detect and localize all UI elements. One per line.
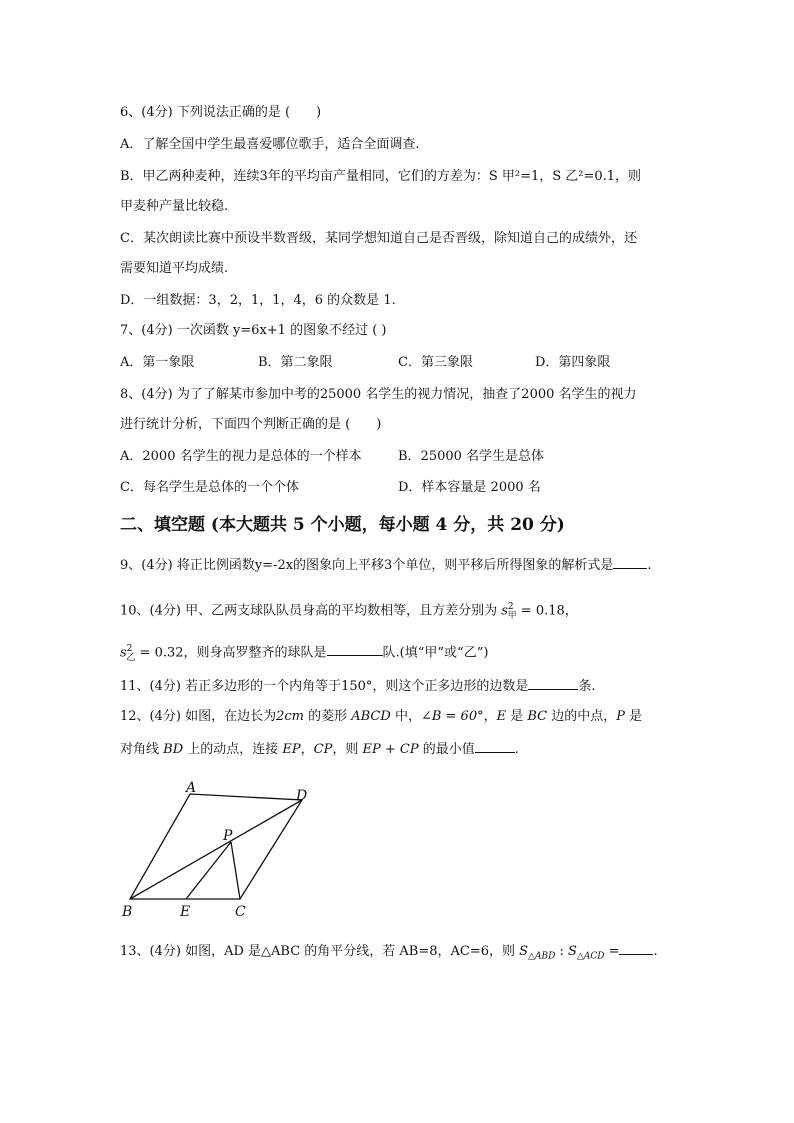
q11-text-2: 条. xyxy=(578,679,596,694)
q12-text: 的菱形 xyxy=(303,709,352,724)
q10-s-jia: s xyxy=(501,603,508,619)
q8-option-a: A．2000 名学生的视力是总体的一个样本 xyxy=(120,449,362,464)
q12-text: . xyxy=(514,742,519,757)
q6-option-d: D．一组数据：3，2，1，1，4，6 的众数是 1. xyxy=(120,293,396,308)
q7-stem: 7、(4分) 一次函数 y=6x+1 的图象不经过 ( ) xyxy=(120,323,387,338)
q12-expression: EP + CP xyxy=(362,742,419,757)
q12-answer-blank[interactable] xyxy=(475,740,515,753)
q12-text: 是 xyxy=(625,709,643,724)
q12-line1 xyxy=(120,708,642,726)
q12-point-e: E xyxy=(496,709,507,724)
q12-text: 是 xyxy=(506,709,528,724)
q9 xyxy=(120,556,651,575)
q12-angle: ∠B = 60° xyxy=(420,709,484,724)
q12-rhombus-name: ABCD xyxy=(351,709,391,724)
q6-option-c-line1: C．某次朗读比赛中预设半数晋级，某同学想知道自己是否晋级，除知道自己的成绩外，还 xyxy=(120,231,637,246)
q6-option-a: A．了解全国中学生最喜爱哪位歌手，适合全面调查. xyxy=(120,137,420,152)
q7-option-b: B．第二象限 xyxy=(258,355,333,370)
q12-segment-cp: CP xyxy=(313,742,333,757)
q10-line1: 10、(4分) 甲、乙两支球队队员身高的平均数相等，且方差分别为 $s^2_甲 = 0.18$， xyxy=(120,602,578,621)
q13-s1: S xyxy=(519,944,529,959)
q8-stem-line1: 8、(4分) 为了了解某市参加中考的25000 名学生的视力情况，抽查了2000 名学生的视力 xyxy=(120,387,637,402)
label-b: B xyxy=(122,904,133,920)
q13-s2: S xyxy=(568,944,577,959)
label-d: D xyxy=(296,788,308,804)
q10-sub-yi: 乙 xyxy=(126,652,136,663)
q13-colon: : xyxy=(555,944,568,959)
label-e: E xyxy=(180,904,191,920)
q6-stem: 6、(4分) 下列说法正确的是 ( ) xyxy=(120,105,322,120)
q7-option-d: D．第四象限 xyxy=(535,355,611,370)
q12-text: 边的中点， xyxy=(547,709,617,724)
q7-option-c: C．第三象限 xyxy=(398,355,473,370)
q10-text-1: 10、(4分) 甲、乙两支球队队员身高的平均数相等，且方差分别为 xyxy=(120,603,498,619)
segment-cp xyxy=(231,842,240,899)
q10-s-yi: s xyxy=(120,645,127,661)
q12-text: 的最小值 xyxy=(418,742,475,757)
rhombus-figure xyxy=(110,778,330,928)
q12-text: ， xyxy=(483,709,497,724)
q10-sub-jia: 甲 xyxy=(507,610,517,621)
label-p: P xyxy=(223,828,233,844)
q13-s2-sub: △ACD xyxy=(576,951,605,962)
q13-text: 13、(4分) 如图，AD 是△ABC 的角平分线，若 AB=8，AC=6，则 xyxy=(120,944,520,959)
q6-option-b-line2: 甲麦种产量比较稳. xyxy=(120,199,229,214)
label-a: A xyxy=(186,780,197,796)
q10-val-jia: = 0.18， xyxy=(516,603,578,619)
q13-eq: = xyxy=(604,944,620,959)
q6-option-b-line1: B．甲乙两种麦种，连续3年的平均亩产量相同，它们的方差为：S 甲²=1，S 乙²=0.1，则 xyxy=(120,169,642,184)
q8-option-c: C．每名学生是总体的一个个体 xyxy=(120,480,299,495)
q10-line2: $s^2_乙 = 0.32$，则身高罗整齐的球队是 队.(填“甲”或“乙”) xyxy=(120,644,489,663)
q12-text: 中， xyxy=(390,709,421,724)
q12-side-bc: BC xyxy=(527,709,548,724)
label-c: C xyxy=(235,904,246,920)
q13 xyxy=(120,942,658,966)
segment-ep xyxy=(186,842,231,899)
rhombus-abcd xyxy=(130,794,302,899)
q9-text: 9、(4分) 将正比例函数y=-2x的图象向上平移3个单位，则平移后所得图象的解析式是 xyxy=(120,558,614,573)
q12-text: 上的动点，连接 xyxy=(183,742,283,757)
q8-stem-line2: 进行统计分析，下面四个判断正确的是 ( ) xyxy=(120,417,382,432)
q11 xyxy=(120,677,596,696)
q13-end: . xyxy=(653,944,658,959)
q8-option-b: B．25000 名学生是总体 xyxy=(398,449,545,464)
q12-diagonal-bd: BD xyxy=(163,742,184,757)
q12-text: ，则 xyxy=(332,742,363,757)
q12-point-p: P xyxy=(616,709,626,724)
q12-text: ， xyxy=(300,742,314,757)
q12-line2 xyxy=(120,740,519,759)
q9-end: . xyxy=(647,558,652,573)
q12-text: 对角线 xyxy=(120,742,164,757)
q10-text-3: 队.(填“甲”或“乙”) xyxy=(382,645,489,661)
section-heading-fill-blank: 二、填空题 (本大题共 5 个小题，每小题 4 分，共 20 分) xyxy=(120,515,565,535)
q10-answer-blank[interactable] xyxy=(327,643,383,656)
q6-option-c-line2: 需要知道平均成绩. xyxy=(120,261,229,276)
q12-segment-ep: EP xyxy=(282,742,301,757)
q12-text: 12、(4分) 如图，在边长为 xyxy=(120,709,277,724)
q10-val-yi: = 0.32 xyxy=(135,645,184,661)
q7-option-a: A．第一象限 xyxy=(120,355,195,370)
q8-option-d: D．样本容量是 2000 名 xyxy=(398,480,541,495)
q9-answer-blank[interactable] xyxy=(613,556,647,569)
q13-s1-sub: △ABD xyxy=(528,951,556,962)
q11-text-1: 11、(4分) 若正多边形的一个内角等于150°，则这个正多边形的边数是 xyxy=(120,679,529,694)
diagonal-bd xyxy=(130,800,302,899)
q13-answer-blank[interactable] xyxy=(619,942,653,955)
q10-text-2: ，则身高罗整齐的球队是 xyxy=(183,645,327,661)
q12-side-length: 2cm xyxy=(276,709,304,724)
q11-answer-blank[interactable] xyxy=(528,677,578,690)
